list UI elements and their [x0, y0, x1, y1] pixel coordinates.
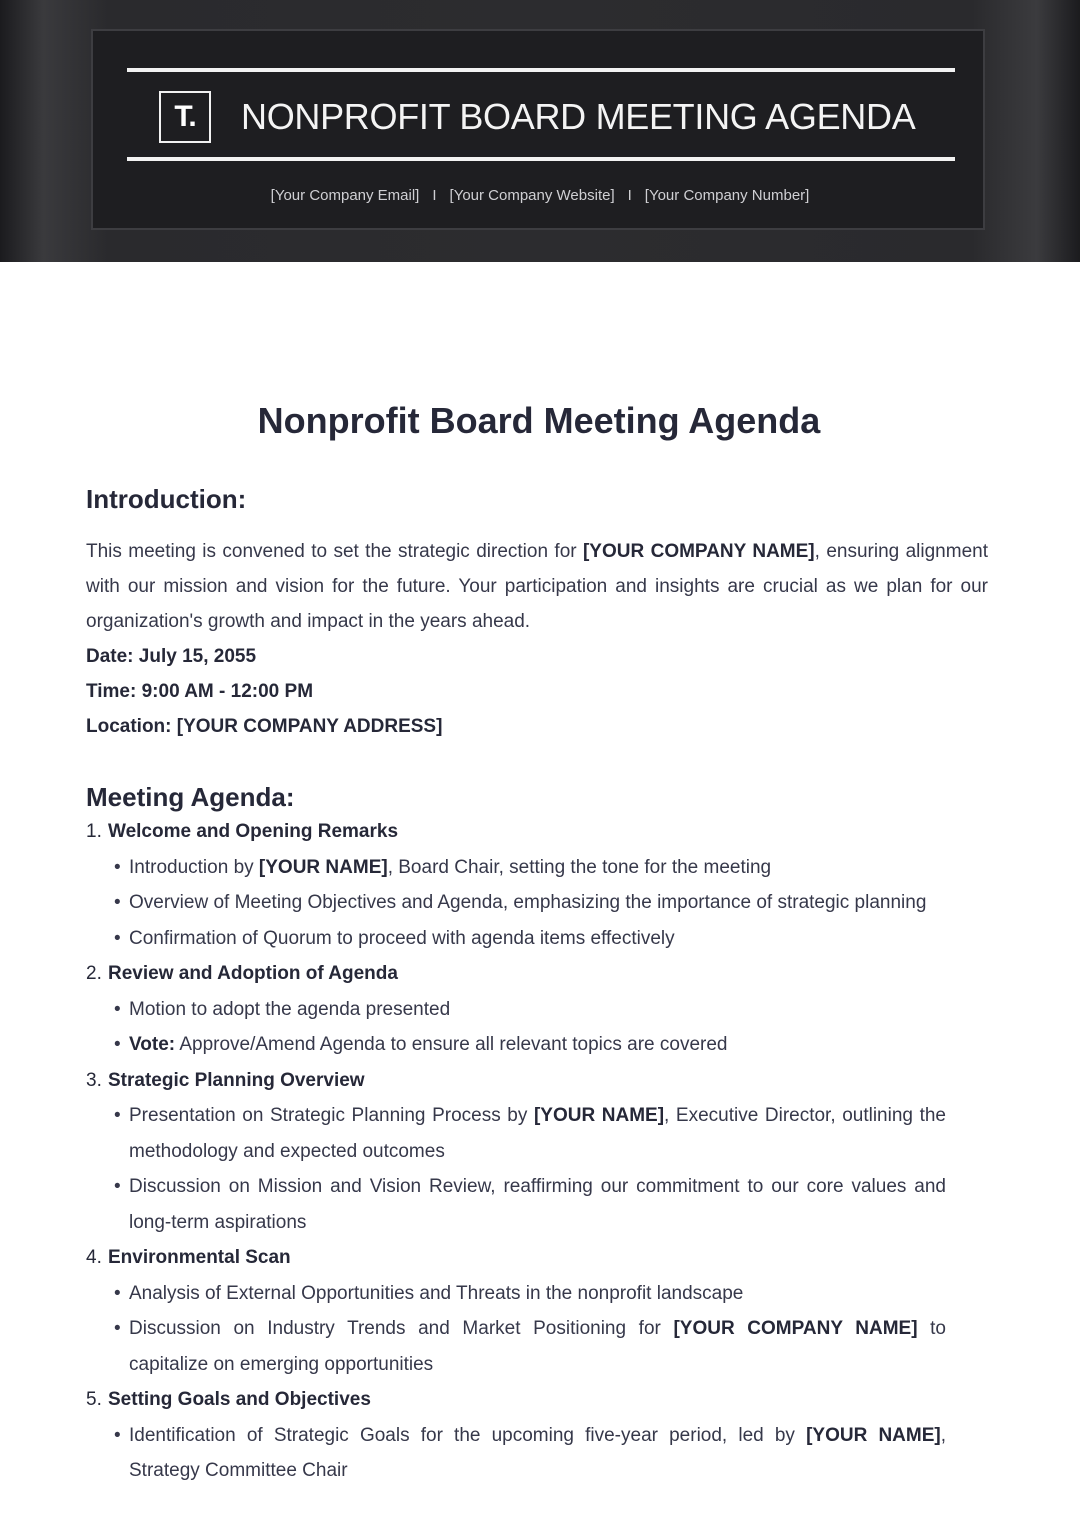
bullet-item: • Discussion on Industry Trends and Market Positioning for [YOUR COMPANY NAME] to capitalize on emerging opportunities	[114, 1311, 946, 1382]
agenda-item-bullets	[86, 1418, 946, 1489]
contact-separator: I	[432, 187, 437, 204]
bullet-item: • Introduction by [YOUR NAME], Board Chair, setting the tone for the meeting	[114, 850, 946, 886]
agenda-item-bullets	[86, 1098, 946, 1240]
contact-separator: I	[627, 187, 632, 204]
agenda-item-bullets	[86, 992, 946, 1063]
bullet-item: • Overview of Meeting Objectives and Agenda, emphasizing the importance of strategic planning	[114, 885, 946, 921]
agenda-item-title: Environmental Scan	[108, 1247, 291, 1268]
agenda-item-number: 1.	[86, 821, 102, 842]
intro-company-name: [YOUR COMPANY NAME]	[582, 541, 815, 562]
introduction-heading: Introduction:	[86, 484, 247, 514]
bullet-item: • Discussion on Mission and Vision Review, reaffirming our commitment to our core values and long-term aspirations	[114, 1169, 946, 1240]
agenda-item	[86, 814, 988, 956]
document-body	[86, 398, 988, 1489]
agenda-item	[86, 1240, 988, 1382]
contact-email: [Your Company Email]	[270, 187, 420, 204]
agenda-item-number: 4.	[86, 1247, 102, 1268]
bullet-item: • Presentation on Strategic Planning Process by [YOUR NAME], Executive Director, outlining the methodology and expected outcomes	[114, 1098, 946, 1169]
document-title: Nonprofit Board Meeting Agenda	[257, 400, 821, 441]
agenda-item	[86, 1063, 988, 1241]
agenda-item-number: 2.	[86, 963, 102, 984]
intro-text-before: This meeting is convened to set the strategic direction for	[86, 541, 583, 562]
header-banner	[0, 0, 1080, 262]
bullet-item: • Confirmation of Quorum to proceed with agenda items effectively	[114, 921, 946, 957]
introduction-paragraph	[86, 534, 988, 639]
bullet-item: • Analysis of External Opportunities and Threats in the nonprofit landscape	[114, 1276, 946, 1312]
contact-row	[93, 185, 987, 207]
header-panel	[91, 29, 985, 230]
contact-number: [Your Company Number]	[644, 187, 810, 204]
agenda-item-bullets	[86, 1276, 946, 1383]
header-bottom-rule	[127, 157, 955, 161]
agenda-item-title: Welcome and Opening Remarks	[108, 821, 399, 842]
company-logo-icon: T.	[159, 91, 211, 143]
agenda-list	[86, 814, 988, 1489]
intro-text-after: , ensuring alignment with our mission and vision for the future. Your participation and insights are crucial as we plan for our organization's growth and impact in the years ahead.	[86, 541, 988, 632]
agenda-item-title: Strategic Planning Overview	[108, 1069, 365, 1091]
meeting-date: Date: July 15, 2055	[86, 646, 257, 667]
bullet-item: • Vote: Approve/Amend Agenda to ensure all relevant topics are covered	[114, 1027, 946, 1063]
header-title: NONPROFIT BOARD MEETING AGENDA	[241, 96, 916, 137]
agenda-item-title: Setting Goals and Objectives	[108, 1389, 371, 1410]
bullet-item: • Motion to adopt the agenda presented	[114, 992, 946, 1028]
agenda-item-number: 5.	[86, 1389, 102, 1410]
meeting-location: Location: [YOUR COMPANY ADDRESS]	[86, 716, 443, 737]
contact-website: [Your Company Website]	[449, 187, 615, 204]
agenda-item-title: Review and Adoption of Agenda	[108, 963, 398, 984]
agenda-item	[86, 1382, 988, 1489]
meeting-time: Time: 9:00 AM - 12:00 PM	[86, 681, 314, 702]
bullet-item: • Identification of Strategic Goals for the upcoming five-year period, led by [YOUR NAME], Strategy Committee Chair	[114, 1418, 946, 1489]
agenda-heading: Meeting Agenda:	[86, 782, 295, 812]
agenda-item	[86, 956, 988, 1063]
header-top-rule	[127, 68, 955, 72]
agenda-item-bullets	[86, 850, 946, 957]
agenda-item-number: 3.	[86, 1069, 102, 1091]
